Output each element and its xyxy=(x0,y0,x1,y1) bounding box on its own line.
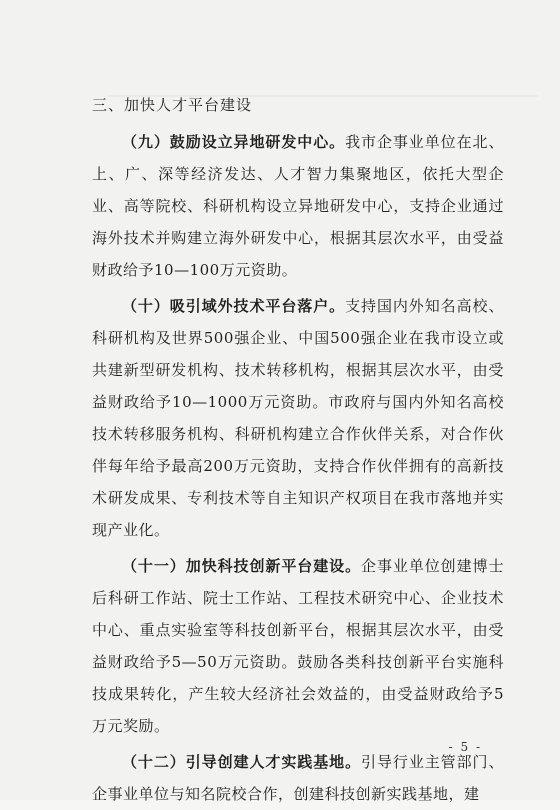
paragraph-9 xyxy=(92,126,504,286)
paragraph-11-lead: （十一）加快科技创新平台建设。 xyxy=(122,557,362,575)
paragraph-12-lead: （十二）引导创建人才实践基地。 xyxy=(122,753,362,771)
paragraph-9-text: 我市企事业单位在北、上、广、深等经济发达、人才智力集聚地区，依托大型企业、高等院校、科研机构设立异地研发中心，支持企业通过海外技术并购建立海外研发中心，根据其层次水平，由受益财政给予10—100万元资助。 xyxy=(92,133,504,279)
paragraph-10 xyxy=(92,290,504,546)
paragraph-10-text: 支持国内外知名高校、科研机构及世界500强企业、中国500强企业在我市设立或共建新型研发机构、技术转移机构，根据其层次水平，由受益财政给予10—1000万元资助。市政府与国内外知名高校技术转移服务机构、科研机构建立合作伙伴关系，对合作伙伴每年给予最高200万元资助，支持合作伙伴拥有的高新技术研发成果、专利技术等自主知识产权项目在我市落地并实现产业化。 xyxy=(92,297,504,539)
paragraph-11-text: 企事业单位创建博士后科研工作站、院士工作站、工程技术研究中心、企业技术中心、重点实验室等科技创新平台，根据其层次水平，由受益财政给予5—50万元资助。鼓励各类科技创新平台实施科技成果转化，产生较大经济社会效益的，由受益财政给予5万元奖励。 xyxy=(92,557,504,735)
section-heading: 三、加快人才平台建设 xyxy=(92,96,253,114)
paragraph-12 xyxy=(92,746,504,810)
page-number: - 5 - xyxy=(448,740,482,754)
paragraph-10-lead: （十）吸引域外技术平台落户。 xyxy=(122,297,346,315)
paragraph-11 xyxy=(92,550,504,742)
paragraph-12-text: 引导行业主管部门、企事业单位与知名院校合作，创建科技创新实践基地，建 xyxy=(92,753,504,803)
scan-artifact xyxy=(108,95,538,97)
paragraph-9-lead: （九）鼓励设立异地研发中心。 xyxy=(122,133,346,151)
